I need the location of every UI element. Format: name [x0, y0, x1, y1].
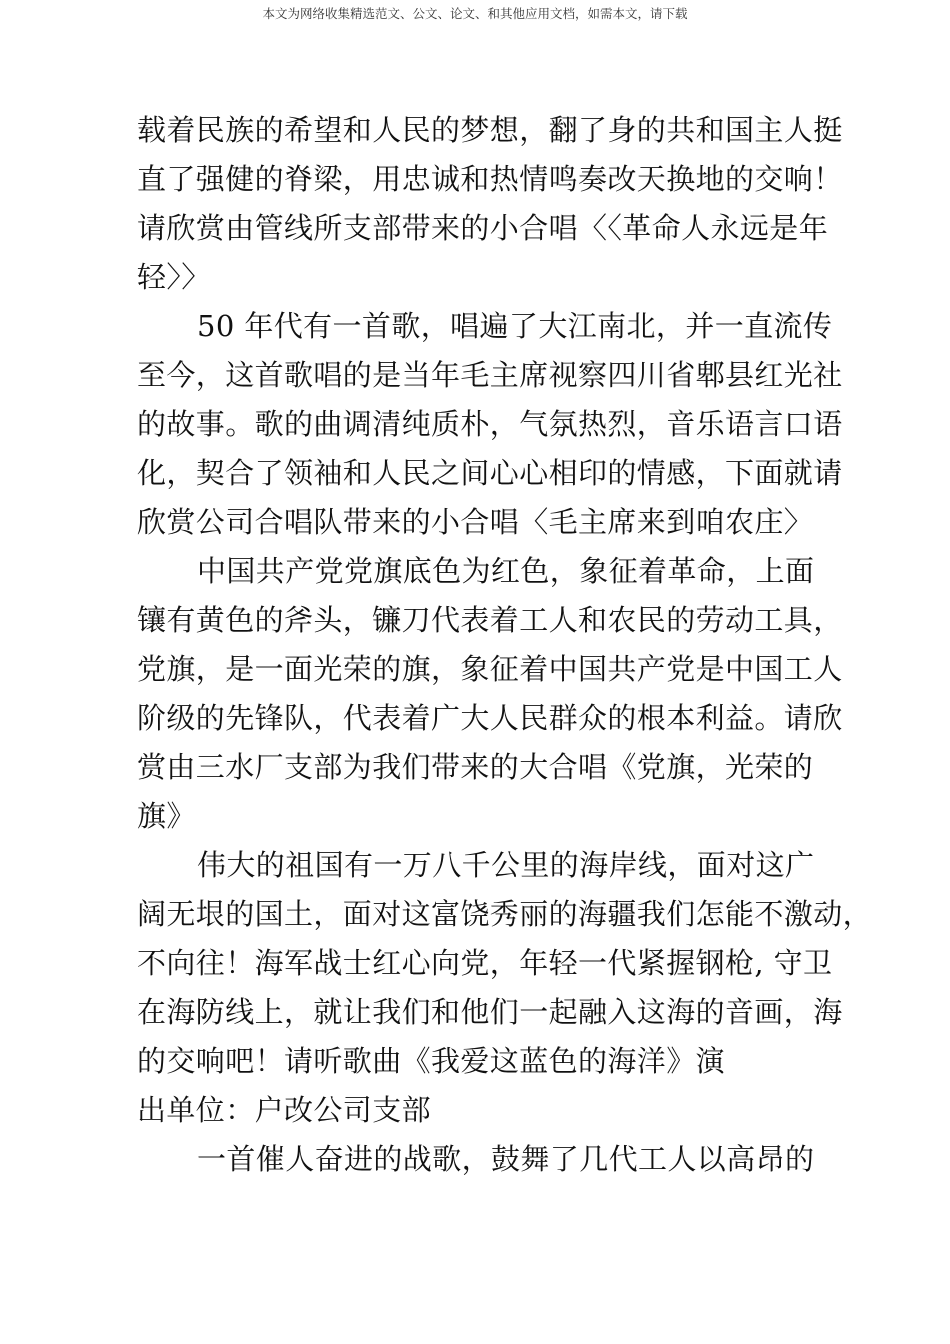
paragraph-line: 的交响吧！请听歌曲《我爱这蓝色的海洋》演	[137, 1044, 726, 1078]
paragraph-line: 出单位：户改公司支部	[137, 1093, 432, 1127]
paragraph-line: 化，契合了领袖和人民之间心心相印的情感，下面就请	[137, 456, 843, 490]
paragraph-line: 的故事。歌的曲调清纯质朴，气氛热烈，音乐语言口语	[137, 407, 843, 441]
paragraph-line: 一首催人奋进的战歌，鼓舞了几代工人以高昂的	[197, 1142, 815, 1176]
paragraph-3	[137, 547, 843, 841]
paragraph-line: 请欣赏由管线所支部带来的小合唱〈〈革命人永远是年	[137, 211, 829, 245]
paragraph-line: 直了强健的脊梁，用忠诚和热情鸣奏改天换地的交响！	[137, 162, 843, 196]
paragraph-line: 镶有黄色的斧头，镰刀代表着工人和农民的劳动工具，	[137, 603, 843, 637]
paragraph-line: 赏由三水厂支部为我们带来的大合唱《党旗，光荣的	[137, 750, 814, 784]
document-header-notice: 本文为网络收集精选范文、公文、论文、和其他应用文档，如需本文，请下载	[262, 6, 688, 21]
document-body	[137, 106, 873, 1184]
paragraph-2	[137, 302, 843, 547]
paragraph-4	[137, 841, 873, 1135]
paragraph-line: 至今，这首歌唱的是当年毛主席视察四川省郫县红光社	[137, 358, 843, 392]
paragraph-line: 欣赏公司合唱队带来的小合唱〈毛主席来到咱农庄〉	[137, 505, 814, 539]
paragraph-1	[137, 106, 843, 302]
paragraph-line: 载着民族的希望和人民的梦想，翻了身的共和国主人挺	[137, 113, 843, 147]
paragraph-line: 党旗，是一面光荣的旗，象征着中国共产党是中国工人	[137, 652, 843, 686]
paragraph-line: 中国共产党党旗底色为红色，象征着革命，上面	[197, 554, 815, 588]
paragraph-line: 50 年代有一首歌，唱遍了大江南北，并一直流传	[197, 309, 833, 343]
paragraph-line: 在海防线上，就让我们和他们一起融入这海的音画，海	[137, 995, 843, 1029]
paragraph-line: 旗》	[137, 799, 196, 833]
paragraph-line: 轻〉〉	[137, 260, 211, 294]
paragraph-line: 阔无垠的国土，面对这富饶秀丽的海疆我们怎能不激动，	[137, 897, 873, 931]
paragraph-5	[137, 1135, 837, 1184]
paragraph-line: 阶级的先锋队，代表着广大人民群众的根本利益。请欣	[137, 701, 843, 735]
paragraph-line: 伟大的祖国有一万八千公里的海岸线，面对这广	[197, 848, 815, 882]
paragraph-line: 不向往！海军战士红心向党，年轻一代紧握钢枪, 守卫	[137, 946, 833, 980]
